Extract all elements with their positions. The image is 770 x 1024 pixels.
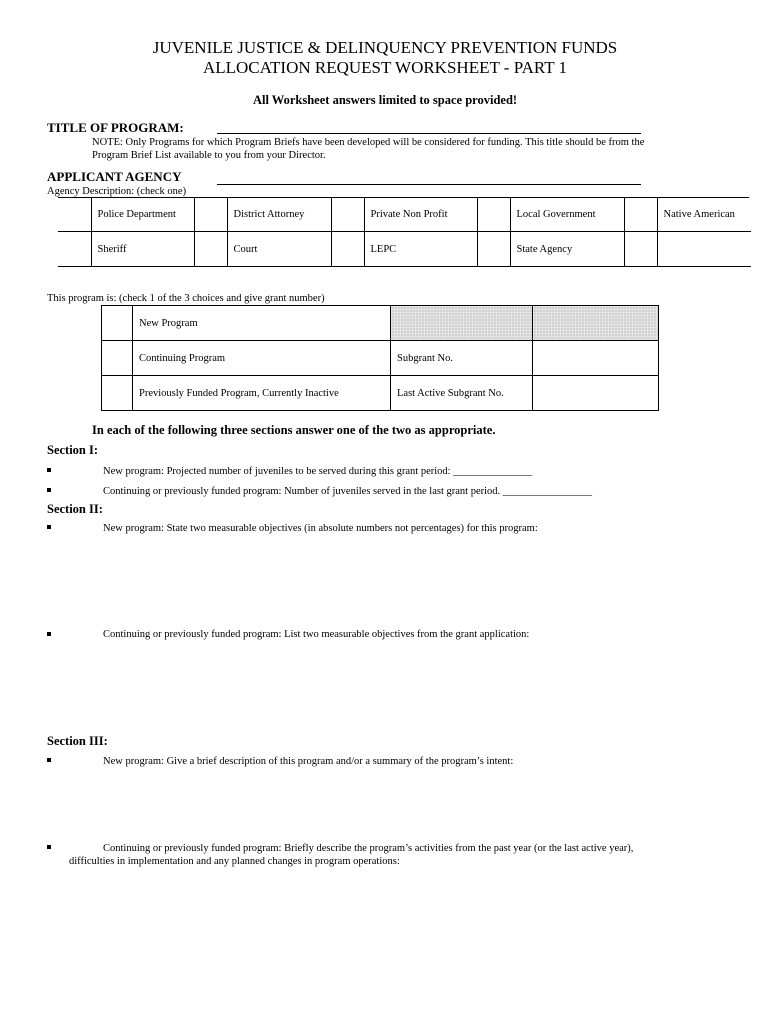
agency-type-table: [58, 197, 751, 267]
section-1-new-program: New program: Projected number of juveniles to be served during this grant period: _______________: [103, 466, 532, 477]
option-previously-funded: Previously Funded Program, Currently Inactive: [133, 376, 391, 411]
checkbox-private-non-profit[interactable]: [331, 197, 364, 232]
empty-cell: [657, 232, 751, 267]
option-private-non-profit: Private Non Profit: [364, 197, 477, 232]
program-status-table: [101, 305, 659, 411]
section-2-new-program: New program: State two measurable objectives (in absolute numbers not percentages) for this program:: [103, 523, 538, 534]
status-row-inactive: [102, 376, 659, 411]
program-title-field[interactable]: [217, 133, 641, 134]
section-3-continuing-line1: Continuing or previously funded program: Briefly describe the program’s activities from the past year (or the last active year),: [103, 843, 634, 854]
checkbox-sheriff[interactable]: [58, 232, 91, 267]
empty-cell: [624, 232, 657, 267]
checkbox-local-government[interactable]: [477, 197, 510, 232]
option-police-department: Police Department: [91, 197, 194, 232]
checkbox-police-department[interactable]: [58, 197, 91, 232]
section-2-heading: Section II:: [47, 502, 103, 516]
section-3-heading: Section III:: [47, 734, 108, 748]
form-title-line2: ALLOCATION REQUEST WORKSHEET - PART 1: [202, 58, 568, 77]
section-1-continuing-program: Continuing or previously funded program: Number of juveniles served in the last grant period. _________________: [103, 486, 593, 497]
section-3-new-program: New program: Give a brief description of this program and/or a summary of the program’s intent:: [103, 756, 514, 767]
checkbox-continuing-program[interactable]: [102, 341, 133, 376]
section-1-heading: Section I:: [47, 443, 99, 457]
checkbox-district-attorney[interactable]: [194, 197, 227, 232]
program-title-note-line2: Program Brief List available to you from your Director.: [92, 150, 326, 161]
agency-description-label: Agency Description: (check one): [47, 186, 187, 197]
form-title-line1: JUVENILE JUSTICE & DELINQUENCY PREVENTION FUNDS: [152, 38, 618, 57]
checkbox-state-agency[interactable]: [477, 232, 510, 267]
applicant-agency-field[interactable]: [217, 184, 641, 185]
program-title-note-line1: NOTE: Only Programs for which Program Briefs have been developed will be considered for funding. This title should be from the: [92, 137, 645, 148]
bullet-icon: [47, 845, 51, 849]
section-2-continuing-program: Continuing or previously funded program: List two measurable objectives from the grant application:: [103, 629, 530, 640]
option-court: Court: [227, 232, 331, 267]
status-row-continuing: [102, 341, 659, 376]
option-district-attorney: District Attorney: [227, 197, 331, 232]
bullet-icon: [47, 632, 51, 636]
instructions: In each of the following three sections answer one of the two as appropriate.: [92, 423, 496, 437]
section-3-continuing-line2: difficulties in implementation and any planned changes in program operations:: [69, 856, 400, 867]
bullet-icon: [47, 525, 51, 529]
bullet-icon: [47, 488, 51, 492]
program-status-label: This program is: (check 1 of the 3 choices and give grant number): [47, 293, 325, 304]
last-subgrant-no-label: Last Active Subgrant No.: [391, 376, 533, 411]
applicant-agency-label: APPLICANT AGENCY: [47, 169, 182, 184]
option-new-program: New Program: [133, 306, 391, 341]
shaded-cell: [533, 306, 659, 341]
subgrant-no-label: Subgrant No.: [391, 341, 533, 376]
status-row-new: [102, 306, 659, 341]
option-native-american: Native American: [657, 197, 751, 232]
checkbox-native-american[interactable]: [624, 197, 657, 232]
checkbox-previously-funded[interactable]: [102, 376, 133, 411]
bullet-icon: [47, 758, 51, 762]
option-continuing-program: Continuing Program: [133, 341, 391, 376]
option-sheriff: Sheriff: [91, 232, 194, 267]
last-subgrant-no-input[interactable]: [533, 376, 659, 411]
checkbox-court[interactable]: [194, 232, 227, 267]
agency-row: [58, 197, 751, 232]
program-title-label: TITLE OF PROGRAM:: [47, 120, 184, 135]
option-lepc: LEPC: [364, 232, 477, 267]
checkbox-new-program[interactable]: [102, 306, 133, 341]
checkbox-lepc[interactable]: [331, 232, 364, 267]
space-limit-notice: All Worksheet answers limited to space provided!: [252, 93, 518, 107]
subgrant-no-input[interactable]: [533, 341, 659, 376]
option-local-government: Local Government: [510, 197, 624, 232]
agency-row: [58, 232, 751, 267]
shaded-cell: [391, 306, 533, 341]
bullet-icon: [47, 468, 51, 472]
option-state-agency: State Agency: [510, 232, 624, 267]
